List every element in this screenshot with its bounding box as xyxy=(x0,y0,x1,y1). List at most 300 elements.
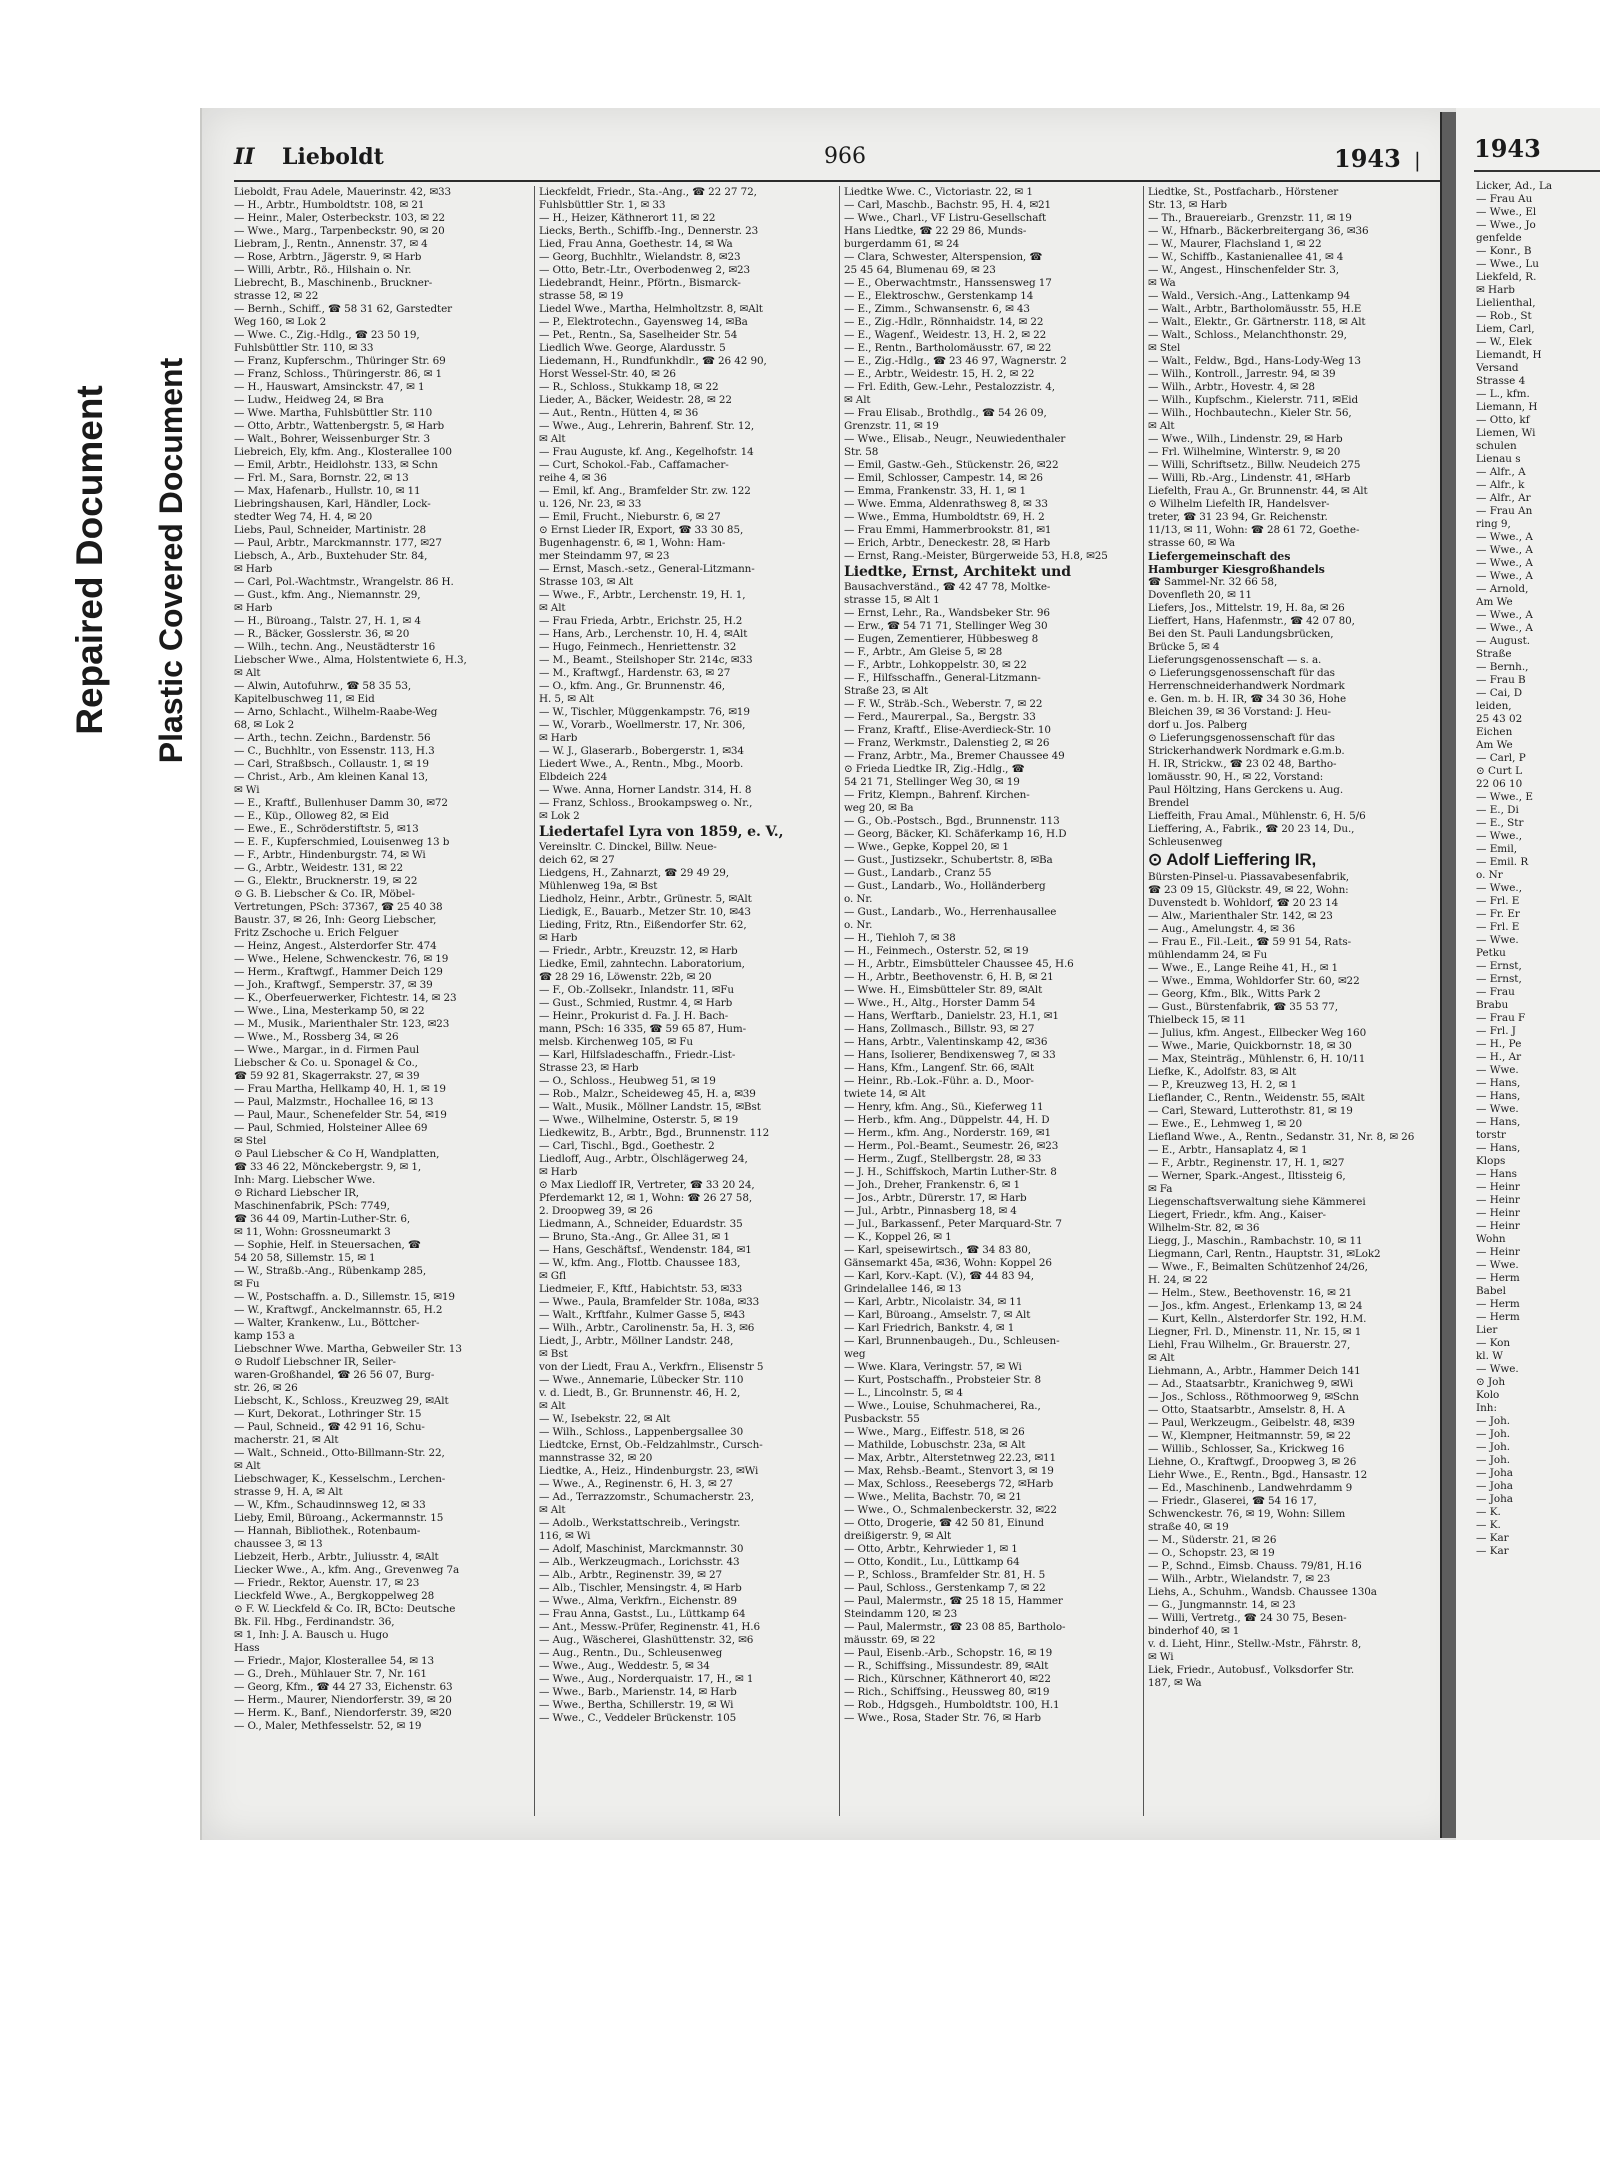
directory-entry: — Hans, Arb., Lerchenstr. 10, H. 4, ✉Alt xyxy=(539,628,748,640)
directory-entry: str. 26, ✉ 26 xyxy=(234,1382,298,1394)
directory-entry: Vereinsltr. C. Dinckel, Billw. Neue- xyxy=(539,841,717,853)
directory-entry: — Heinz, Angest., Alsterdorfer Str. 474 xyxy=(234,940,437,952)
directory-entry: — G., Jungmannstr. 14, ✉ 23 xyxy=(1148,1599,1296,1611)
directory-entry: ⊙ Paul Liebscher & Co H, Wandplatten, xyxy=(234,1148,440,1160)
directory-entry: ✉ Alt xyxy=(1148,1352,1175,1364)
directory-entry: — Aug., Wäscherei, Glashüttenstr. 32, ✉6 xyxy=(539,1634,754,1646)
directory-entry: ⊙ Ernst Lieder IR, Export, ☎ 33 30 85, xyxy=(539,524,744,536)
next-page-entry: — Hans xyxy=(1476,1168,1517,1180)
directory-entry: — Hans, Geschäftsf., Wendenstr. 184, ✉1 xyxy=(539,1244,752,1256)
directory-entry: — Georg, Kfm., Blk., Witts Park 2 xyxy=(1148,988,1321,1000)
next-page-entry: — Bernh., xyxy=(1476,661,1529,673)
directory-entry: — Wwe. Anna, Horner Landstr. 314, H. 8 xyxy=(539,784,752,796)
directory-entry: — Wwe., Melita, Bachstr. 70, ✉ 21 xyxy=(844,1491,1022,1503)
directory-entry: ✉ 11, Wohn: Grossneumarkt 3 xyxy=(234,1226,391,1238)
directory-entry: chaussee 3, ✉ 13 xyxy=(234,1538,323,1550)
directory-entry: — E., Wagenf., Weidestr. 13, H. 2, ✉ 22 xyxy=(844,329,1047,341)
directory-entry: — Wilh., Arbtr., Wielandstr. 7, ✉ 23 xyxy=(1148,1573,1331,1585)
directory-entry: — Wilh., Schloss., Lappenbergsallee 30 xyxy=(539,1426,744,1438)
directory-entry: — Max, Steinträg., Mühlenstr. 6, H. 10/11 xyxy=(1148,1053,1366,1065)
directory-entry: ⊙ F. W. Lieckfeld & Co. IR, BCto: Deutsche xyxy=(234,1603,456,1615)
directory-entry: — Gust., Landarb., Wo., Holländerberg xyxy=(844,880,1046,892)
directory-entry: Schleusenweg xyxy=(1148,836,1223,848)
directory-entry: — Wwe., Alma, Verkfrn., Eichenstr. 89 xyxy=(539,1595,737,1607)
directory-entry: ✉ Wi xyxy=(1148,1651,1174,1663)
directory-entry: — Otto, Drogerie, ☎ 42 50 81, Einund xyxy=(844,1517,1044,1529)
directory-entry: — Ewe., E., Schröderstiftstr. 5, ✉13 xyxy=(234,823,419,835)
next-page-entry: — August. xyxy=(1476,635,1531,647)
directory-entry: Grenzstr. 11, ✉ 19 xyxy=(844,420,939,432)
directory-entry: — Wilh., Hochbautechn., Kieler Str. 56, xyxy=(1148,407,1352,419)
directory-entry: — Wwe., Bertha, Schillerstr. 19, ✉ Wi xyxy=(539,1699,734,1711)
directory-entry: — Ad., Staatsarbtr., Kranichweg 9, ✉Wi xyxy=(1148,1378,1354,1390)
directory-entry: — Carl, Tischl., Bgd., Goethestr. 2 xyxy=(539,1140,715,1152)
next-page-entry: — Frl. E xyxy=(1476,895,1520,907)
directory-entry: — Wwe., F., Arbtr., Lerchenstr. 19, H. 1, xyxy=(539,589,746,601)
page-header xyxy=(234,144,1464,182)
directory-entry: — Max, Hafenarb., Hullstr. 10, ✉ 11 xyxy=(234,485,421,497)
directory-entry: ⊙ Lieferungsgenossenschaft für das xyxy=(1148,732,1335,744)
directory-entry: Liecks, Berth., Schiffb.-Ing., Dennerstr. 23 xyxy=(539,225,759,237)
directory-entry: — Ewe., E., Lehmweg 1, ✉ 20 xyxy=(1148,1118,1303,1130)
directory-entry: — G., Arbtr., Weidestr. 131, ✉ 22 xyxy=(234,862,403,874)
next-page-entry: — K. xyxy=(1476,1519,1501,1531)
directory-entry: burgerdamm 61, ✉ 24 xyxy=(844,238,960,250)
directory-entry: — Jul., Arbtr., Pinnasberg 18, ✉ 4 xyxy=(844,1205,1017,1217)
next-page-entry: — Heinr xyxy=(1476,1194,1520,1206)
next-page-entry: o. Nr xyxy=(1476,869,1503,881)
directory-entry: — Hugo, Feinmech., Henriettenstr. 32 xyxy=(539,641,737,653)
next-page-entry: — Hans, xyxy=(1476,1116,1521,1128)
directory-entry: Liehl, Frau Wilhelm., Gr. Brauerstr. 27, xyxy=(1148,1339,1351,1351)
directory-entry: Liedloff, Aug., Arbtr., Ölschlägerweg 24, xyxy=(539,1153,748,1165)
directory-entry: — P., Schnd., Eimsb. Chauss. 79/81, H.16 xyxy=(1148,1560,1362,1572)
next-page-entry: Liekfeld, R. xyxy=(1476,271,1537,283)
next-page-entry: — Frau B xyxy=(1476,674,1526,686)
directory-entry: ⊙ G. B. Liebscher & Co. IR, Möbel- xyxy=(234,888,415,900)
directory-entry: — Herm., kfm. Ang., Norderstr. 169, ✉1 xyxy=(844,1127,1051,1139)
directory-entry: — Wwe., Emma, Wohldorfer Str. 60, ✉22 xyxy=(1148,975,1360,987)
next-page-entry: Wohn xyxy=(1476,1233,1506,1245)
directory-entry: — Paul, Arbtr., Marckmannstr. 177, ✉27 xyxy=(234,537,442,549)
directory-entry: — F., Arbtr., Lohkoppelstr. 30, ✉ 22 xyxy=(844,659,1027,671)
directory-entry: — H., Arbtr., Eimsbütteler Chaussee 45, H.6 xyxy=(844,958,1074,970)
directory-entry: — Walt., Bohrer, Weissenburger Str. 3 xyxy=(234,433,431,445)
directory-entry: strasse 12, ✉ 22 xyxy=(234,290,319,302)
directory-entry: — Willib., Schlosser, Sa., Krickweg 16 xyxy=(1148,1443,1345,1455)
directory-entry: — H., Hauswart, Amsinckstr. 47, ✉ 1 xyxy=(234,381,425,393)
directory-entry: o. Nr. xyxy=(844,893,873,905)
directory-entry: Strasse 103, ✉ Alt xyxy=(539,576,634,588)
next-page-entry: — Wwe., E xyxy=(1476,791,1533,803)
next-page-entry: Inh: xyxy=(1476,1402,1497,1414)
directory-entry: — O., Schopstr. 23, ✉ 19 xyxy=(1148,1547,1275,1559)
directory-entry: — E., Elektroschw., Gerstenkamp 14 xyxy=(844,290,1034,302)
directory-entry: — Wwe., A., Reginenstr. 6, H. 3, ✉ 27 xyxy=(539,1478,733,1490)
directory-entry: — E., Rentn., Bartholomäusstr. 67, ✉ 22 xyxy=(844,342,1052,354)
directory-entry: — Frau Frieda, Arbtr., Erichstr. 25, H.2 xyxy=(539,615,743,627)
directory-entry: — Heinr., Prokurist d. Fa. J. H. Bach- xyxy=(539,1010,729,1022)
directory-entry: — Friedr., Rektor, Auenstr. 17, ✉ 23 xyxy=(234,1577,420,1589)
directory-entry: ✉ Alt xyxy=(539,602,566,614)
next-page-entry: — Heinr xyxy=(1476,1207,1520,1219)
directory-entry: — Jos., Schloss., Röthmoorweg 9, ✉Schn xyxy=(1148,1391,1359,1403)
next-page-entry: — Cai, D xyxy=(1476,687,1523,699)
next-page-rule xyxy=(1474,170,1600,172)
directory-entry: Liedlich Wwe. George, Alardusstr. 5 xyxy=(539,342,726,354)
directory-entry: — Wwe., F., Beimalten Schützenhof 24/26, xyxy=(1148,1261,1368,1273)
directory-entry: ✉ Harb xyxy=(539,1166,578,1178)
directory-columns xyxy=(234,186,1444,1816)
directory-entry: — Willi, Schriftsetz., Billw. Neudeich 275 xyxy=(1148,459,1361,471)
next-page-entry: — Otto, kf xyxy=(1476,414,1530,426)
directory-entry: — Wwe., H., Altg., Horster Damm 54 xyxy=(844,997,1036,1009)
directory-entry: 116, ✉ Wi xyxy=(539,1530,591,1542)
directory-entry: — Franz, Kupferschm., Thüringer Str. 69 xyxy=(234,355,446,367)
directory-entry: — Arth., techn. Zeichn., Bardenstr. 56 xyxy=(234,732,431,744)
directory-entry: Fritz Zschoche u. Erich Felguer xyxy=(234,927,399,939)
next-page-entry: — Emil, xyxy=(1476,843,1518,855)
directory-entry: — Wwe. Emma, Aldenrathsweg 8, ✉ 33 xyxy=(844,498,1048,510)
directory-page xyxy=(200,108,1464,1840)
directory-entry: — Carl, Straßbsch., Collaustr. 1, ✉ 19 xyxy=(234,758,429,770)
directory-entry: — Ludw., Heidweg 24, ✉ Bra xyxy=(234,394,384,406)
directory-entry: — Emil, Schlosser, Campestr. 14, ✉ 26 xyxy=(844,472,1043,484)
directory-entry: — Karl, Hilfsladeschaffn., Friedr.-List- xyxy=(539,1049,736,1061)
directory-entry: — Werner, Spark.-Angest., Iltissteig 6, xyxy=(1148,1170,1346,1182)
next-page-entry: — Heinr xyxy=(1476,1220,1520,1232)
directory-entry: — Gust., Landarb., Cranz 55 xyxy=(844,867,992,879)
directory-entry: Liehmann, A., Arbtr., Hammer Deich 141 xyxy=(1148,1365,1361,1377)
directory-entry: mühlendamm 24, ✉ Fu xyxy=(1148,949,1268,961)
directory-entry: Weg 160, ✉ Lok 2 xyxy=(234,316,327,328)
directory-entry: — E. F., Kupferschmied, Louisenweg 13 b xyxy=(234,836,450,848)
directory-entry: — Frl. Wilhelmine, Winterstr. 9, ✉ 20 xyxy=(1148,446,1341,458)
directory-entry: 54 21 71, Stellinger Weg 30, ✉ 19 xyxy=(844,776,1020,788)
directory-entry: — Adolf, Maschinist, Marckmannstr. 30 xyxy=(539,1543,744,1555)
directory-entry: — P., Kreuzweg 13, H. 2, ✉ 1 xyxy=(1148,1079,1298,1091)
next-page-entry: — Alfr., Ar xyxy=(1476,492,1531,504)
directory-entry: Lieffert, Hans, Hafenmstr., ☎ 42 07 80, xyxy=(1148,615,1355,627)
directory-entry: Bugenhagenstr. 6, ✉ 1, Wohn: Ham- xyxy=(539,537,726,549)
next-page-entry: Petku xyxy=(1476,947,1506,959)
directory-entry: ✉ Gfl xyxy=(539,1270,566,1282)
directory-entry: Liehne, O., Kraftwgf., Droopweg 3, ✉ 26 xyxy=(1148,1456,1357,1468)
directory-entry: ✉ Harb xyxy=(539,732,578,744)
directory-entry: — G., Dreh., Mühlauer Str. 7, Nr. 161 xyxy=(234,1668,427,1680)
directory-entry: H. 5, ✉ Alt xyxy=(539,693,594,705)
directory-entry: — F., Ob.-Zollsekr., Inlandstr. 11, ✉Fu xyxy=(539,984,734,996)
directory-entry: — M., Musik., Marienthaler Str. 123, ✉23 xyxy=(234,1018,450,1030)
directory-entry: Pusbackstr. 55 xyxy=(844,1413,920,1425)
directory-entry: — Ed., Maschinenb., Landwehrdamm 9 xyxy=(1148,1482,1353,1494)
directory-entry: — Wwe., Elisab., Neugr., Neuwiedenthaler xyxy=(844,433,1066,445)
directory-entry: — Herm. K., Banf., Niendorferstr. 39, ✉20 xyxy=(234,1707,452,1719)
directory-entry: — Henry, kfm. Ang., Sü., Kieferweg 11 xyxy=(844,1101,1044,1113)
directory-entry: — Wwe., Helene, Schwenckestr. 76, ✉ 19 xyxy=(234,953,449,965)
directory-entry: treter, ☎ 31 23 94, Gr. Reichenstr. xyxy=(1148,511,1328,523)
next-page-entry: — W., Elek xyxy=(1476,336,1532,348)
highlighted-entry: Liedtke, Ernst, Architekt und xyxy=(844,564,1071,580)
directory-entry: — Julius, kfm. Angest., Ellbecker Weg 160 xyxy=(1148,1027,1367,1039)
next-page-entry: — Joh. xyxy=(1476,1454,1511,1466)
directory-entry: ✉ Lok 2 xyxy=(539,810,580,822)
directory-entry: — Paul, Schloss., Gerstenkamp 7, ✉ 22 xyxy=(844,1582,1046,1594)
directory-entry: — Christ., Arb., Am kleinen Kanal 13, xyxy=(234,771,428,783)
next-page-entry: — Wwe., xyxy=(1476,882,1523,894)
directory-entry: Vertretungen, PSch: 37367, ☎ 25 40 38 xyxy=(234,901,443,913)
directory-entry: Lieder, A., Bäcker, Weidestr. 28, ✉ 22 xyxy=(539,394,732,406)
next-page-entry: Am We xyxy=(1476,596,1513,608)
next-page-entry: ✉ Harb xyxy=(1476,284,1515,296)
directory-entry: ✉ Stel xyxy=(1148,342,1181,354)
directory-entry: — Otto, Betr.-Ltr., Overbodenweg 2, ✉23 xyxy=(539,264,750,276)
directory-entry: — Wwe., Wilhelmine, Osterstr. 5, ✉ 19 xyxy=(539,1114,739,1126)
directory-entry: — Curt, Schokol.-Fab., Caffamacher- xyxy=(539,459,729,471)
directory-entry: — Carl, Pol.-Wachtmstr., Wrangelstr. 86 H. xyxy=(234,576,454,588)
directory-entry: — Otto, Arbtr., Kehrwieder 1, ✉ 1 xyxy=(844,1543,1018,1555)
directory-entry: H. IR, Strickw., ☎ 23 02 48, Bartho- xyxy=(1148,758,1337,770)
directory-entry: Herrenschneiderhandwerk Nordmark xyxy=(1148,680,1345,692)
directory-entry: — Rob., Hdgsgeh., Humboldtstr. 100, H.1 xyxy=(844,1699,1060,1711)
directory-entry: — Kurt, Postschaffn., Probsteier Str. 8 xyxy=(844,1374,1042,1386)
directory-entry: Brücke 5, ✉ 4 xyxy=(1148,641,1220,653)
directory-entry: — G., Elektr., Brucknerstr. 19, ✉ 22 xyxy=(234,875,418,887)
directory-entry: — Rich., Schiffsing., Heussweg 80, ✉19 xyxy=(844,1686,1050,1698)
directory-entry: ✉ Alt xyxy=(539,433,566,445)
directory-entry: — Herm., Maurer, Niendorferstr. 39, ✉ 20 xyxy=(234,1694,452,1706)
directory-entry: — Wwe., Marg., Eiffestr. 518, ✉ 26 xyxy=(844,1426,1025,1438)
directory-entry: 2. Droopweg 39, ✉ 26 xyxy=(539,1205,653,1217)
next-page-entry: — Wwe., A xyxy=(1476,544,1533,556)
directory-entry: Liebzeit, Herb., Arbtr., Juliusstr. 4, ✉Alt xyxy=(234,1551,439,1563)
directory-entry: ⊙ Wilhelm Liefelth IR, Handelsver- xyxy=(1148,498,1330,510)
directory-entry: Liefke, K., Adolfstr. 83, ✉ Alt xyxy=(1148,1066,1297,1078)
directory-entry: Liedebrandt, Heinr., Pförtn., Bismarck- xyxy=(539,277,741,289)
next-page-entry: — Wwe. xyxy=(1476,934,1519,946)
next-page-entry: Lier xyxy=(1476,1324,1498,1336)
directory-entry: — Wwe., Aug., Norderquaistr. 17, H., ✉ 1 xyxy=(539,1673,754,1685)
directory-entry: Lieffeith, Frau Amal., Mühlenstr. 6, H. 5/6 xyxy=(1148,810,1366,822)
directory-entry: — Hans, Werftarb., Danielstr. 23, H.1, ✉1 xyxy=(844,1010,1059,1022)
directory-entry: — Karl Friedrich, Bankstr. 4, ✉ 1 xyxy=(844,1322,1015,1334)
directory-entry: — Willi, Rb.-Arg., Lindenstr. 41, ✉Harb xyxy=(1148,472,1351,484)
directory-entry: — E., Kraftf., Bullenhuser Damm 30, ✉72 xyxy=(234,797,448,809)
directory-entry: waren-Großhandel, ☎ 26 56 07, Burg- xyxy=(234,1369,435,1381)
section-marker: II xyxy=(234,144,255,170)
next-page-entry: genfelde xyxy=(1476,232,1522,244)
directory-entry: — Ernst, Lehr., Ra., Wandsbeker Str. 96 xyxy=(844,607,1050,619)
directory-entry: strasse 9, H. A, ✉ Alt xyxy=(234,1486,343,1498)
directory-entry: — Paul, Schneid., ☎ 42 91 16, Schu- xyxy=(234,1421,425,1433)
next-page-entry: — Rob., St xyxy=(1476,310,1532,322)
directory-entry: H. 24, ✉ 22 xyxy=(1148,1274,1208,1286)
directory-entry: Liedke, Emil, zahntechn. Laboratorium, xyxy=(539,958,745,970)
directory-entry: — Alwin, Autofuhrw., ☎ 58 35 53, xyxy=(234,680,412,692)
directory-entry: Fuhlsbüttler Str. 110, ✉ 33 xyxy=(234,342,374,354)
directory-entry: macherstr. 21, ✉ Alt xyxy=(234,1434,339,1446)
directory-entry: — Hans, Arbtr., Valentinskamp 42, ✉36 xyxy=(844,1036,1048,1048)
directory-entry: Liegg, J., Maschin., Rambachstr. 10, ✉ 11 xyxy=(1148,1235,1363,1247)
directory-entry: — Clara, Schwester, Alterspension, ☎ xyxy=(844,251,1043,263)
next-page-entry: — Ernst, xyxy=(1476,960,1522,972)
directory-entry: — Franz, Werkmstr., Dalenstieg 2, ✉ 26 xyxy=(844,737,1050,749)
directory-entry: — Wwe. H., Eimsbütteler Str. 89, ✉Alt xyxy=(844,984,1043,996)
directory-entry: ✉ Stel xyxy=(234,1135,267,1147)
directory-entry: ✉ Alt xyxy=(234,667,261,679)
directory-entry: — F., Arbtr., Hindenburgstr. 74, ✉ Wi xyxy=(234,849,426,861)
directory-entry: — Wwe. C., Zig.-Hdlg., ☎ 23 50 19, xyxy=(234,329,420,341)
column-4 xyxy=(1148,186,1443,1816)
directory-entry: — Paul, Eisenb.-Arb., Schopstr. 16, ✉ 19 xyxy=(844,1647,1053,1659)
directory-entry: — K., Koppel 26, ✉ 1 xyxy=(844,1231,952,1243)
directory-entry: — Karl, Korv.-Kapt. (V.), ☎ 44 83 94, xyxy=(844,1270,1034,1282)
directory-entry: — Wilh., Kupfschm., Kielerstr. 711, ✉Eid xyxy=(1148,394,1359,406)
directory-entry: — Paul, Maur., Schenefelder Str. 54, ✉19 xyxy=(234,1109,447,1121)
next-page-entry: kl. W xyxy=(1476,1350,1503,1362)
next-page-entry: — Frl. E xyxy=(1476,921,1520,933)
next-page-entry: — Joh. xyxy=(1476,1415,1511,1427)
directory-entry: — C., Buchhltr., von Essenstr. 113, H.3 xyxy=(234,745,435,757)
directory-entry: — Wwe., Charl., VF Listru-Gesellschaft xyxy=(844,212,1047,224)
directory-entry: — Otto, Kondit., Lu., Lüttkamp 64 xyxy=(844,1556,1020,1568)
column-divider xyxy=(839,186,840,1816)
directory-entry: 187, ✉ Wa xyxy=(1148,1677,1202,1689)
directory-entry: Liedemann, H., Rundfunkhdlr., ☎ 26 42 90, xyxy=(539,355,767,367)
directory-entry: — Wwe., Annemarie, Lübecker Str. 110 xyxy=(539,1374,744,1386)
directory-entry: Grindelallee 146, ✉ 13 xyxy=(844,1283,962,1295)
directory-entry: Gänsemarkt 45a, ✉36, Wohn: Koppel 26 xyxy=(844,1257,1052,1269)
next-page-entry: — Heinr xyxy=(1476,1246,1520,1258)
directory-entry: — Rob., Malzr., Scheideweg 45, H. a, ✉39 xyxy=(539,1088,756,1100)
directory-entry: — Franz, Kraftf., Elise-Averdieck-Str. 10 xyxy=(844,724,1051,736)
next-page-entry: — H., Ar xyxy=(1476,1051,1522,1063)
directory-entry: mannstrasse 32, ✉ 20 xyxy=(539,1452,653,1464)
directory-entry: Wilhelm-Str. 82, ✉ 36 xyxy=(1148,1222,1260,1234)
directory-entry: Pferdemarkt 12, ✉ 1, Wohn: ☎ 26 27 58, xyxy=(539,1192,753,1204)
directory-entry: — Wwe., Aug., Lehrerin, Bahrenf. Str. 12, xyxy=(539,420,755,432)
next-page-entry: 22 06 10 xyxy=(1476,778,1523,790)
directory-entry: ✉ Alt xyxy=(844,394,871,406)
directory-entry: Liedmann, A., Schneider, Eduardstr. 35 xyxy=(539,1218,743,1230)
directory-entry: — Rich., Kürschner, Käthnerort 40, ✉22 xyxy=(844,1673,1051,1685)
directory-entry: ✉ Harb xyxy=(234,563,273,575)
page-number: 966 xyxy=(824,144,866,169)
directory-entry: deich 62, ✉ 27 xyxy=(539,854,615,866)
plastic-covered-text: Plastic Covered Document xyxy=(153,357,190,763)
directory-entry: — Aut., Rentn., Hütten 4, ✉ 36 xyxy=(539,407,699,419)
directory-entry: — Frl. Edith, Gew.-Lehr., Pestalozzistr. 4, xyxy=(844,381,1056,393)
directory-entry: — Wwe. Klara, Veringstr. 57, ✉ Wi xyxy=(844,1361,1022,1373)
directory-entry: — W., Tischler, Müggenkampstr. 76, ✉19 xyxy=(539,706,750,718)
next-page-entry: — Wwe., A xyxy=(1476,622,1533,634)
directory-entry: — Willi, Vertretg., ☎ 24 30 75, Besen- xyxy=(1148,1612,1347,1624)
directory-entry: Liebscht, K., Schloss., Kreuzweg 29, ✉Alt xyxy=(234,1395,449,1407)
repaired-document-text: Repaired Document xyxy=(69,385,111,735)
next-page-entry: — E., Di xyxy=(1476,804,1519,816)
next-page-entry: ring 9, xyxy=(1476,518,1511,530)
directory-entry: 25 45 64, Blumenau 69, ✉ 23 xyxy=(844,264,996,276)
next-page-entry: Strasse 4 xyxy=(1476,375,1526,387)
directory-entry: — M., Süderstr. 21, ✉ 26 xyxy=(1148,1534,1277,1546)
directory-entry: Liegenschaftsverwaltung siehe Kämmerei xyxy=(1148,1196,1366,1208)
directory-entry: Hass xyxy=(234,1642,260,1654)
next-page-entry: — Joha xyxy=(1476,1467,1514,1479)
directory-entry: — Georg, Bäcker, Kl. Schäferkamp 16, H.D xyxy=(844,828,1067,840)
directory-entry: Liebsch, A., Arb., Buxtehuder Str. 84, xyxy=(234,550,428,562)
directory-entry: — W., Postschaffn. a. D., Sillemstr. 15, ✉19 xyxy=(234,1291,455,1303)
directory-entry: — Ferd., Maurerpal., Sa., Bergstr. 33 xyxy=(844,711,1036,723)
next-page-entry: — Alfr., k xyxy=(1476,479,1525,491)
directory-entry: — Hans, Zollmasch., Billstr. 93, ✉ 27 xyxy=(844,1023,1035,1035)
directory-entry: — W., Hfnarb., Bäckerbreitergang 36, ✉36 xyxy=(1148,225,1369,237)
next-page-entry: Brabu xyxy=(1476,999,1509,1011)
directory-entry: ⊙ Max Liedloff IR, Vertreter, ☎ 33 20 24, xyxy=(539,1179,755,1191)
directory-entry: — Hans, Isolierer, Bendixensweg 7, ✉ 33 xyxy=(844,1049,1056,1061)
directory-entry: — E., Arbtr., Weidestr. 15, H. 2, ✉ 22 xyxy=(844,368,1035,380)
directory-entry: Str. 13, ✉ Harb xyxy=(1148,199,1227,211)
directory-entry: mäusstr. 69, ✉ 22 xyxy=(844,1634,936,1646)
directory-entry: — L., Lincolnstr. 5, ✉ 4 xyxy=(844,1387,963,1399)
directory-entry: ✉ Fu xyxy=(234,1278,260,1290)
directory-entry: Dovenfleth 20, ✉ 11 xyxy=(1148,589,1252,601)
directory-entry: — Frau Elisab., Brothdlg., ☎ 54 26 09, xyxy=(844,407,1047,419)
next-page-entry: — Frau xyxy=(1476,986,1515,998)
directory-entry: — Hannah, Bibliothek., Rotenbaum- xyxy=(234,1525,421,1537)
directory-entry: lomäusstr. 90, H., ✉ 22, Vorstand: xyxy=(1148,771,1324,783)
directory-entry: — Emil, Gastw.-Geh., Stückenstr. 26, ✉22 xyxy=(844,459,1059,471)
next-page-entry: Babel xyxy=(1476,1285,1506,1297)
directory-entry: Lieckfeldt, Friedr., Sta.-Ang., ☎ 22 27 72, xyxy=(539,186,757,198)
directory-entry: — Max, Arbtr., Alterstetnweg 22.23, ✉11 xyxy=(844,1452,1057,1464)
directory-entry: Liebram, J., Rentn., Annenstr. 37, ✉ 4 xyxy=(234,238,428,250)
directory-entry: — F. W., Sträb.-Sch., Weberstr. 7, ✉ 22 xyxy=(844,698,1043,710)
directory-entry: Liedtcke, Ernst, Ob.-Feldzahlmstr., Cursch- xyxy=(539,1439,763,1451)
directory-entry: Liebreich, Ely, kfm. Ang., Klosterallee 100 xyxy=(234,446,452,458)
directory-entry: Liedgens, H., Zahnarzt, ☎ 29 49 29, xyxy=(539,867,729,879)
directory-entry: ☎ Sammel-Nr. 32 66 58, xyxy=(1148,576,1278,588)
next-page-entry: Liem, Carl, xyxy=(1476,323,1535,335)
directory-entry: — Bernh., Schiff., ☎ 58 31 62, Garstedter xyxy=(234,303,453,315)
directory-entry: Lieding, Fritz, Rtn., Eißendorfer Str. 62, xyxy=(539,919,747,931)
next-page-entry: — Wwe., A xyxy=(1476,570,1533,582)
directory-entry: — Carl, Steward, Lutterothstr. 81, ✉ 19 xyxy=(1148,1105,1353,1117)
directory-entry: Hans Liedtke, ☎ 22 29 86, Munds- xyxy=(844,225,1027,237)
directory-entry: — Aug., Rentn., Du., Schleusenweg xyxy=(539,1647,723,1659)
directory-entry: — H., Feinmech., Osterstr. 52, ✉ 19 xyxy=(844,945,1029,957)
company-heading: Liefergemeinschaft des xyxy=(1148,550,1291,563)
next-page-entry: — Herm xyxy=(1476,1272,1520,1284)
directory-entry: — H., Büroang., Talstr. 27, H. 1, ✉ 4 xyxy=(234,615,421,627)
directory-entry: — Gust., Schmied, Rustmr. 4, ✉ Harb xyxy=(539,997,733,1009)
directory-entry: Lieckfeld Wwe., A., Bergkoppelweg 28 xyxy=(234,1590,435,1602)
next-page-year: 1943 xyxy=(1474,134,1541,163)
directory-entry: Bleichen 39, ✉ 36 Vorstand: J. Heu- xyxy=(1148,706,1331,718)
directory-entry: — Frau Emmi, Hammerbrookstr. 81, ✉1 xyxy=(844,524,1052,536)
next-page-entry: — Kon xyxy=(1476,1337,1511,1349)
directory-entry: — Frl. M., Sara, Bornstr. 22, ✉ 13 xyxy=(234,472,409,484)
directory-entry: ✉ Alt xyxy=(539,1504,566,1516)
directory-entry: — Walt., Elektr., Gr. Gärtnerstr. 118, ✉ Alt xyxy=(1148,316,1366,328)
next-page-entry: — Ernst, xyxy=(1476,973,1522,985)
directory-entry: Liedtke, A., Heiz., Hindenburgstr. 23, ✉Wi xyxy=(539,1465,759,1477)
directory-entry: — Alb., Tischler, Mensingstr. 4, ✉ Harb xyxy=(539,1582,742,1594)
directory-entry: reihe 4, ✉ 36 xyxy=(539,472,607,484)
plastic-covered-label xyxy=(152,150,192,970)
directory-entry: strasse 60, ✉ Wa xyxy=(1148,537,1235,549)
directory-entry: — Gust., Justizsekr., Schubertstr. 8, ✉Ba xyxy=(844,854,1053,866)
directory-entry: dorf u. Jos. Palberg xyxy=(1148,719,1248,731)
